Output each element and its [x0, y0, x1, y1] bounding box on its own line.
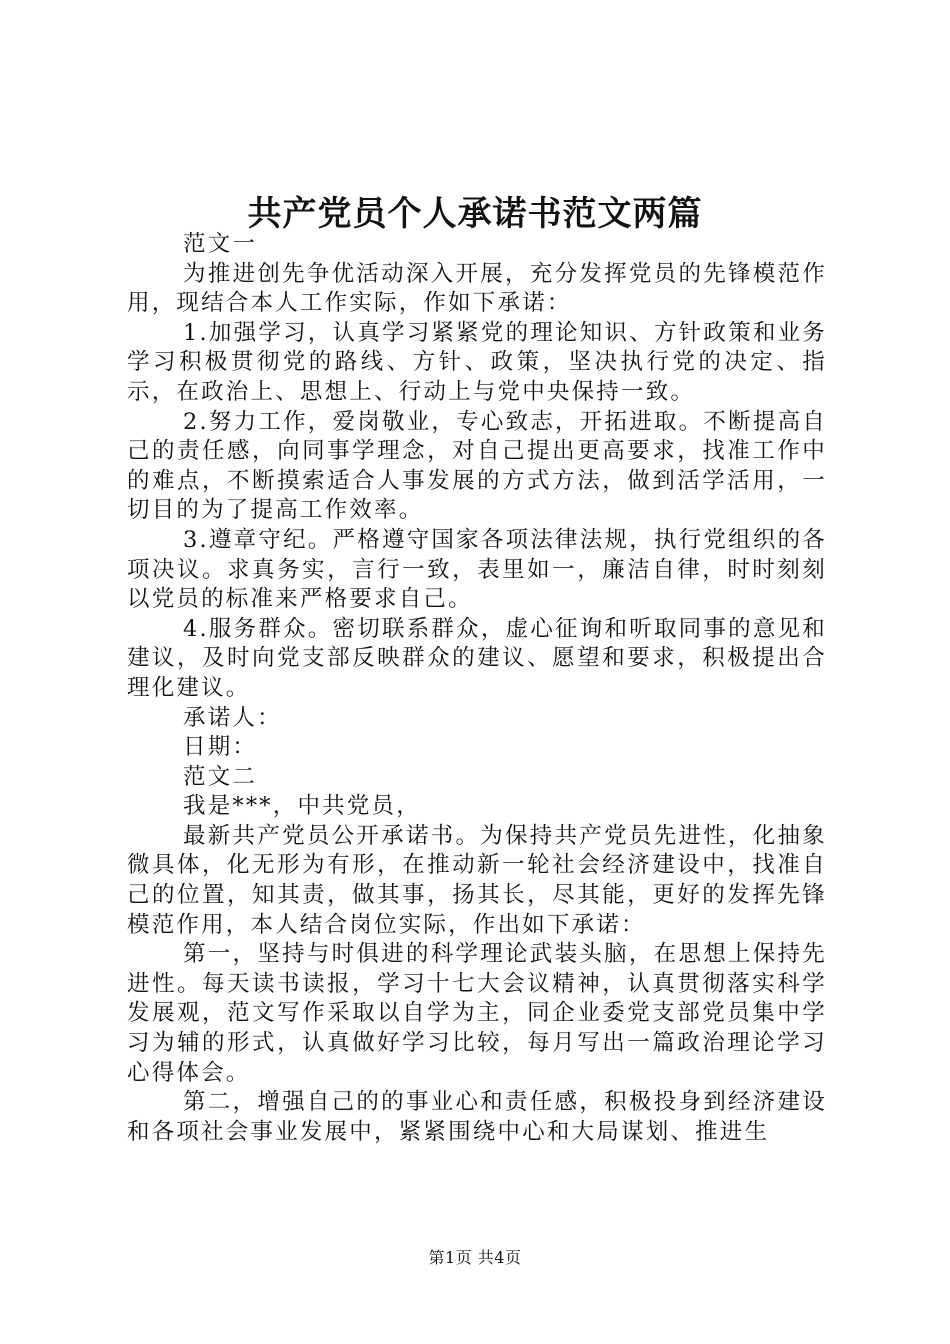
- paragraph: 第二，增强自己的的事业心和责任感，积极投身到经济建设和各项社会事业发展中，紧紧围绕中心和大局谋划、推进生: [127, 1089, 827, 1145]
- section-heading: 范文二: [183, 763, 258, 790]
- paragraph: 最新共产党员公开承诺书。为保持共产党员先进性，化抽象微具体，化无形为有形，在推动新一轮社会经济建设中，找准自己的位置，知其责，做其事，扬其长，尽其能，更好的发挥先锋模范作用，本人结合岗位实际，作出如下承诺：: [127, 822, 827, 938]
- page-number-footer: 第1页 共4页: [428, 1248, 522, 1267]
- paragraph: 第一，坚持与时俱进的科学理论武装头脑，在思想上保持先进性。每天读书读报，学习十七大会议精神，认真贯彻落实科学发展观，范文写作采取以自学为主，同企业委党支部党员集中学习为辅的形式，认真做好学习比较，每月写出一篇政治理论学习心得体会。: [127, 941, 827, 1086]
- paragraph: 为推进创先争优活动深入开展，充分发挥党员的先锋模范作用，现结合本人工作实际，作如下承诺：: [127, 260, 827, 317]
- paragraph: 4.服务群众。密切联系群众，虚心征询和听取同事的意见和建议，及时向党支部反映群众的建议、愿望和要求，积极提出合理化建议。: [127, 615, 827, 701]
- paragraph: 3.遵章守纪。严格遵守国家各项法律法规，执行党组织的各项决议。求真务实，言行一致，表里如一，廉洁自律，时时刻刻以党员的标准来严格要求自己。: [127, 526, 827, 613]
- document-body: [127, 230, 827, 1147]
- paragraph: 2.努力工作，爱岗敬业，专心致志，开拓进取。不断提高自己的责任感，向同事学理念，对自己提出更高要求，找准工作中的难点，不断摸索适合人事发展的方式方法，做到活学活用，一切目的为了提高工作效率。: [127, 408, 827, 524]
- section-heading: 范文一: [183, 231, 258, 257]
- paragraph: 我是***，中共党员，: [183, 793, 421, 820]
- document-title: 共产党员个人承诺书范文两篇: [247, 194, 703, 234]
- date-line: 日期：: [183, 734, 258, 761]
- signatory-line: 承诺人：: [183, 704, 282, 731]
- paragraph: 1.加强学习，认真学习紧紧党的理论知识、方针政策和业务学习积极贯彻党的路线、方针、政策，坚决执行党的决定、指示，在政治上、思想上、行动上与党中央保持一致。: [127, 319, 827, 405]
